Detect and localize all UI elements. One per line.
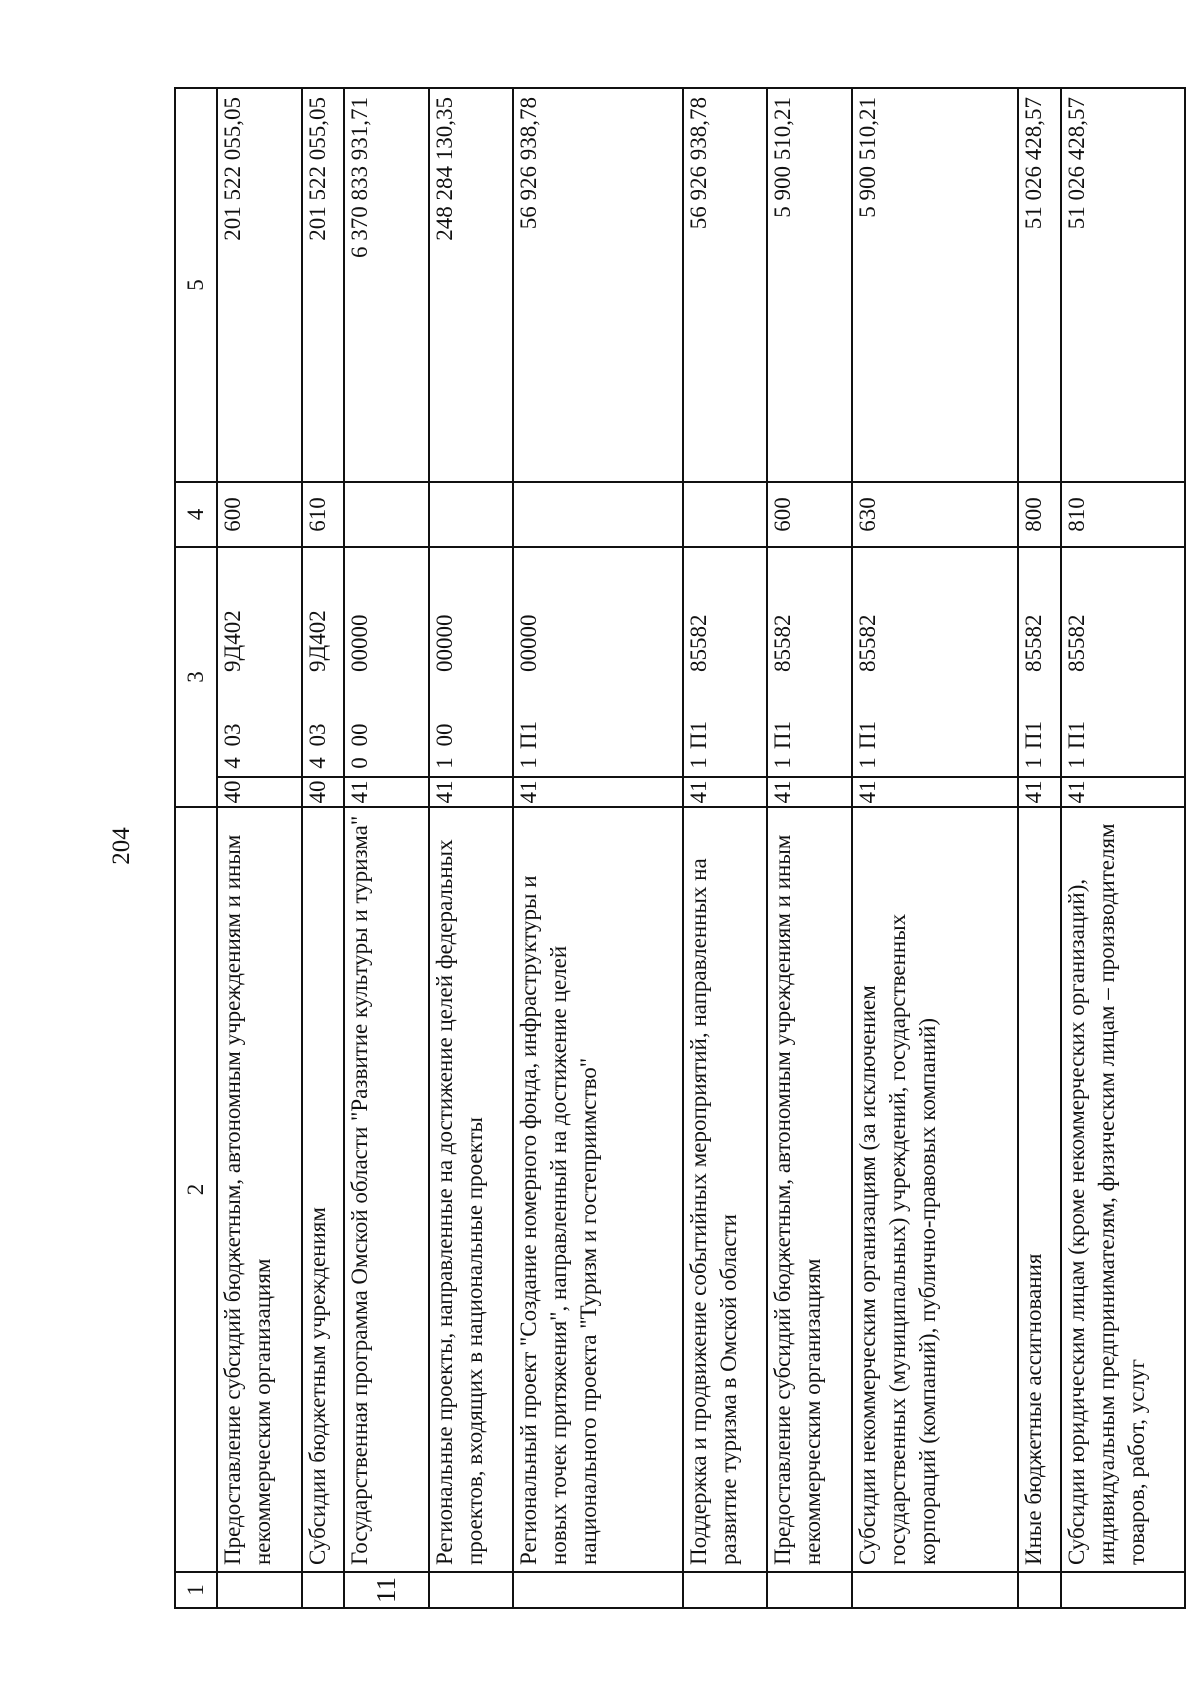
row-number [217,1572,302,1608]
subprogram-code: 1 [685,757,711,769]
subprogram-code: 4 [220,757,246,769]
amount: 201 522 055,05 [302,88,344,482]
program-code: 41 [430,776,513,806]
expense-name: Государственная программа Омской области "Развитие культуры и туризма" [344,807,429,1572]
amount: 5 900 510,21 [767,88,852,482]
header-cell: 3 [175,547,217,807]
activity-code: П1 [516,720,542,750]
budget-code [513,547,682,807]
budget-code [1061,547,1185,807]
activity-code: П1 [1063,720,1089,750]
direction-code: 85582 [685,614,711,672]
program-code: 40 [218,776,301,806]
expense-type: 630 [852,482,1019,547]
subprogram-code: 1 [1021,757,1047,769]
expense-name: Предоставление субсидий бюджетным, автономным учреждениям и иным некоммерческим организациям [767,807,852,1572]
program-code: 41 [853,776,1018,806]
program-code: 41 [345,776,428,806]
budget-code [767,547,852,807]
program-code: 41 [1062,776,1184,806]
subprogram-code: 1 [770,757,796,769]
direction-code: 85582 [770,614,796,672]
row-number: 11 [344,1572,429,1608]
expense-name: Субсидии бюджетным учреждениям [302,807,344,1572]
activity-code: П1 [854,720,880,750]
program-code: 41 [768,776,851,806]
subprogram-code: 1 [516,757,542,769]
header-row [175,88,217,1608]
expense-type: 800 [1018,482,1060,547]
header-cell: 4 [175,482,217,547]
subprogram-code: 1 [1063,757,1089,769]
subprogram-code: 1 [854,757,880,769]
amount: 6 370 833 931,71 [344,88,429,482]
program-code: 41 [1019,776,1059,806]
expense-name: Региональный проект "Создание номерного фонда, инфраструктуры и новых точек притяжения", направленный на достижение целей национального проекта "Туризм и гостеприимство" [513,807,682,1572]
expense-type: 600 [767,482,852,547]
row-number [513,1572,682,1608]
budget-code [344,547,429,807]
amount: 56 926 938,78 [513,88,682,482]
expense-name: Иные бюджетные ассигнования [1018,807,1060,1572]
expense-name: Субсидии некоммерческим организациям (за исключением государственных (муниципальных) учреждений, государственных корпораций (компаний), публично-правовых компаний) [852,807,1019,1572]
subprogram-code: 1 [431,757,457,769]
amount: 56 926 938,78 [683,88,768,482]
expense-type [429,482,514,547]
expense-type: 600 [217,482,302,547]
direction-code: 9Д402 [220,610,246,672]
header-cell: 2 [175,807,217,1572]
expense-type [683,482,768,547]
activity-code: 00 [347,723,373,747]
expense-type [513,482,682,547]
expense-type: 610 [302,482,344,547]
table-row [429,88,514,1608]
subprogram-code: 0 [347,757,373,769]
row-number [767,1572,852,1608]
activity-code: 00 [431,723,457,747]
table-row [217,88,302,1608]
page-number: 204 [108,827,135,865]
expense-type [344,482,429,547]
subprogram-code: 4 [304,757,330,769]
row-number [1061,1572,1185,1608]
header-cell: 1 [175,1572,217,1608]
program-code: 41 [514,776,681,806]
budget-code [302,547,344,807]
direction-code: 85582 [854,614,880,672]
budget-code [1018,547,1060,807]
program-code: 41 [684,776,767,806]
row-number [683,1572,768,1608]
direction-code: 00000 [347,614,373,672]
activity-code: 03 [220,723,246,747]
row-number [1018,1572,1060,1608]
direction-code: 00000 [431,614,457,672]
amount: 51 026 428,57 [1018,88,1060,482]
amount: 5 900 510,21 [852,88,1019,482]
direction-code: 85582 [1021,614,1047,672]
table-row [344,88,429,1608]
amount: 248 284 130,35 [429,88,514,482]
row-number [302,1572,344,1608]
budget-code [217,547,302,807]
table-row [1061,88,1185,1608]
table-row [767,88,852,1608]
budget-table [174,89,1186,1609]
expense-name: Поддержка и продвижение событийных мероприятий, направленных на развитие туризма в Омской области [683,807,768,1572]
direction-code: 9Д402 [304,610,330,672]
header-cell: 5 [175,88,217,482]
activity-code: 03 [304,723,330,747]
activity-code: П1 [770,720,796,750]
expense-name: Региональные проекты, направленные на достижение целей федеральных проектов, входящих в национальные проекты [429,807,514,1572]
budget-code [429,547,514,807]
table-row [513,88,682,1608]
expense-name: Субсидии юридическим лицам (кроме некоммерческих организаций), индивидуальным предпринимателям, физическим лицам – производителям товаров, работ, услуг [1061,807,1185,1572]
table-row [302,88,344,1608]
expense-name: Предоставление субсидий бюджетным, автономным учреждениям и иным некоммерческим организациям [217,807,302,1572]
budget-code [852,547,1019,807]
activity-code: П1 [1021,720,1047,750]
table-row [1018,88,1060,1608]
table-row [683,88,768,1608]
budget-code [683,547,768,807]
amount: 201 522 055,05 [217,88,302,482]
direction-code: 00000 [516,614,542,672]
table-row [852,88,1019,1608]
program-code: 40 [303,776,343,806]
expense-type: 810 [1061,482,1185,547]
row-number [429,1572,514,1608]
row-number [852,1572,1019,1608]
activity-code: П1 [685,720,711,750]
direction-code: 85582 [1063,614,1089,672]
amount: 51 026 428,57 [1061,88,1185,482]
